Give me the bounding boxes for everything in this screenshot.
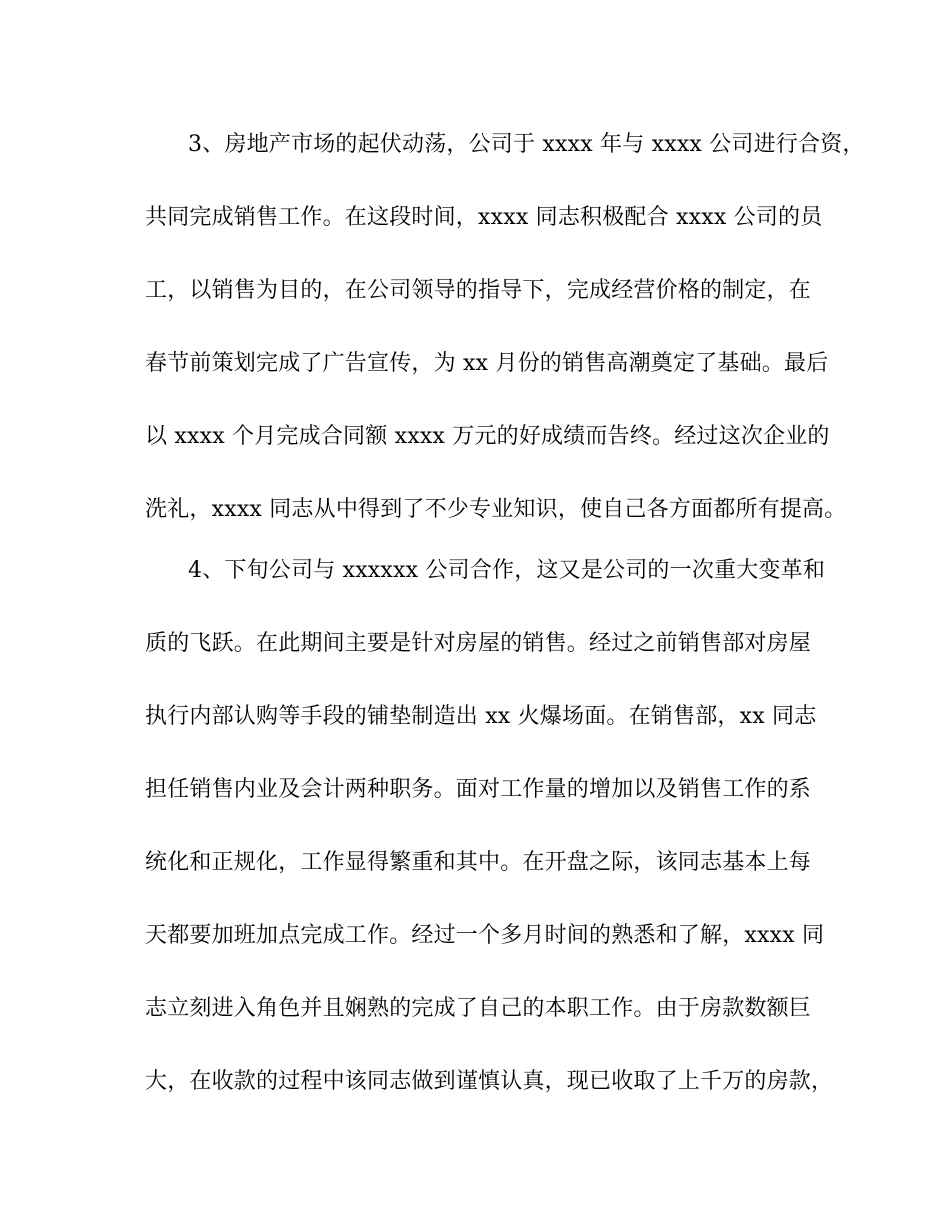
- paragraph-3-line-4: 春节前策划完成了广告宣传，为 xx 月份的销售高潮奠定了基础。最后: [145, 351, 829, 376]
- paragraph-4-line-5: 统化和正规化，工作显得繁重和其中。在开盘之际，该同志基本上每: [145, 850, 812, 875]
- paragraph-3-line-2: 共同完成销售工作。在这段时间，xxxx 同志积极配合 xxxx 公司的员: [145, 205, 823, 230]
- paragraph-3-line-3: 工，以销售为目的，在公司领导的指导下，完成经营价格的制定，在: [145, 278, 812, 303]
- paragraph-3-line-1: 3、房地产市场的起伏动荡，公司于 xxxx 年与 xxxx 公司进行合资，: [188, 132, 865, 157]
- paragraph-4-line-8: 大，在收款的过程中该同志做到谨慎认真，现已收取了上千万的房款，: [145, 1069, 834, 1094]
- paragraph-4-line-4: 担任销售内业及会计两种职务。面对工作量的增加以及销售工作的系: [145, 777, 812, 802]
- paragraph-4-line-7: 志立刻进入角色并且娴熟的完成了自己的本职工作。由于房款数额巨: [145, 996, 812, 1021]
- paragraph-4-line-3: 执行内部认购等手段的铺垫制造出 xx 火爆场面。在销售部，xx 同志: [145, 704, 817, 729]
- paragraph-3-line-6: 洗礼，xxxx 同志从中得到了不少专业知识，使自己各方面都所有提高。: [145, 497, 847, 522]
- paragraph-4-line-1: 4、下旬公司与 xxxxxx 公司合作，这又是公司的一次重大变革和: [188, 558, 826, 583]
- paragraph-4-line-6: 天都要加班加点完成工作。经过一个多月时间的熟悉和了解，xxxx 同: [145, 923, 825, 948]
- paragraph-3-line-5: 以 xxxx 个月完成合同额 xxxx 万元的好成绩而告终。经过这次企业的: [145, 424, 830, 449]
- paragraph-4-line-2: 质的飞跃。在此期间主要是针对房屋的销售。经过之前销售部对房屋: [145, 631, 812, 656]
